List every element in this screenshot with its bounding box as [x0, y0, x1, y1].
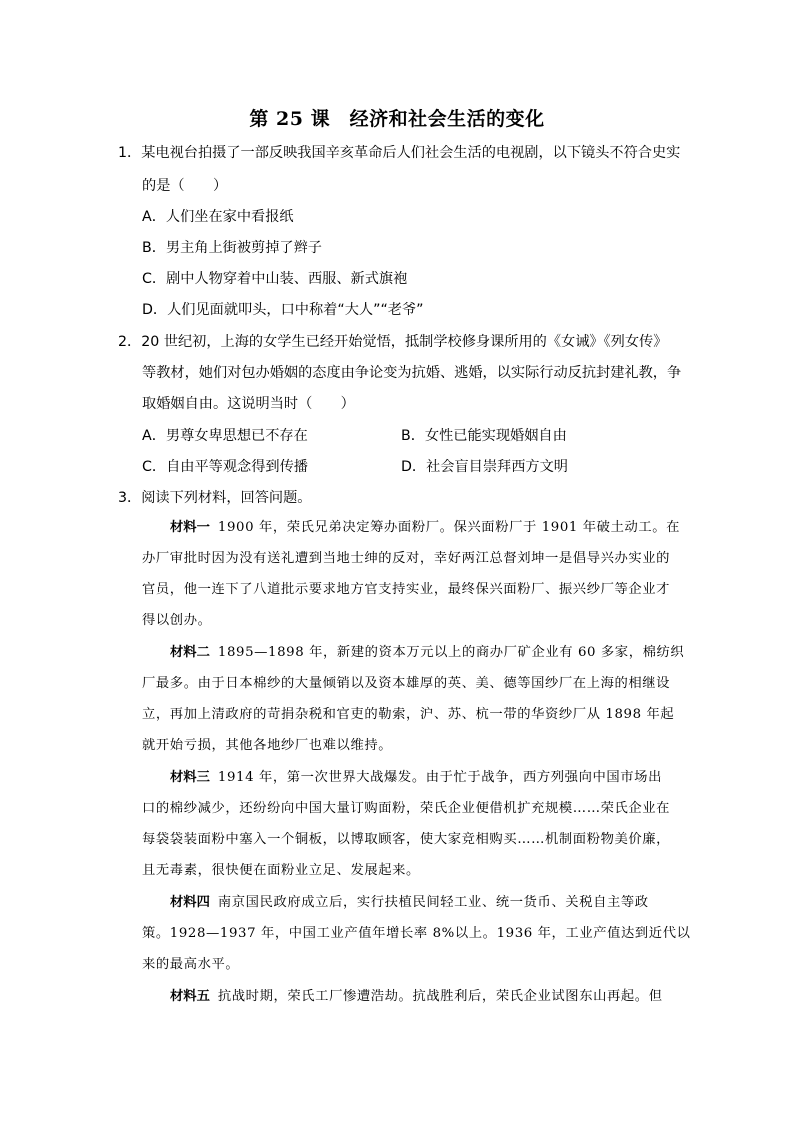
- material-1-line2: 办厂审批时因为没有送礼遭到当地士绅的反对，幸好两江总督刘坤一是倡导兴办实业的: [142, 551, 671, 566]
- q2-stem-line1: 2．20 世纪初，上海的女学生已经开始觉悟，抵制学校修身课所用的《女诫》《列女传》: [118, 334, 668, 350]
- lesson-title: 第 25 课 经济和社会生活的变化: [249, 108, 545, 130]
- q1-option-a: A．人们坐在家中看报纸: [142, 209, 294, 225]
- q1-stem-line1: 1．某电视台拍摄了一部反映我国辛亥革命后人们社会生活的电视剧，以下镜头不符合史实: [118, 145, 681, 161]
- q1-stem-line2: 的是（ ）: [142, 178, 228, 194]
- material-3-label: 材料三: [170, 770, 210, 785]
- q2-stem-line2: 等教材，她们对包办婚姻的态度由争论变为抗婚、逃婚，以实际行动反抗封建礼教，争: [142, 365, 682, 381]
- material-3-line3: 每袋袋装面粉中塞入一个铜板，以博取顾客，使大家竞相购买……机制面粉物美价廉，: [142, 832, 671, 847]
- q2-option-c: C．自由平等观念得到传播: [142, 459, 308, 475]
- material-4-line2: 策。1928—1937 年，中国工业产值年增长率 8%以上。1936 年，工业产值达到近代以: [142, 926, 691, 941]
- material-5-label: 材料五: [170, 989, 210, 1004]
- q3-stem: 3．阅读下列材料，回答问题。: [118, 490, 312, 506]
- material-1-line3: 官员，他一连下了八道批示要求地方官支持实业，最终保兴面粉厂、振兴纱厂等企业才: [142, 582, 671, 597]
- q1-option-b: B．男主角上街被剪掉了辫子: [142, 240, 322, 256]
- material-2-line1: 材料二 1895—1898 年，新建的资本万元以上的商办厂矿企业有 60 多家，棉纺织: [170, 645, 685, 660]
- material-1-line1: 材料一 1900 年，荣氏兄弟决定筹办面粉厂。保兴面粉厂于 1901 年破土动工。在: [170, 520, 681, 535]
- material-1-label: 材料一: [170, 520, 210, 535]
- material-2-line3: 立，再加上清政府的苛捐杂税和官吏的勒索，沪、苏、杭一带的华资纱厂从 1898 年起: [142, 707, 675, 722]
- material-3-line1: 材料三 1914 年，第一次世界大战爆发。由于忙于战争，西方列强向中国市场出: [170, 770, 662, 785]
- q1-option-c: C．剧中人物穿着中山装、西服、新式旗袍: [142, 271, 408, 287]
- q2-option-b: B．女性已能实现婚姻自由: [401, 428, 567, 444]
- q2-option-d: D．社会盲目崇拜西方文明: [401, 459, 568, 475]
- material-4-line3: 来的最高水平。: [142, 957, 240, 972]
- q2-option-a: A．男尊女卑思想已不存在: [142, 428, 308, 444]
- material-4-label: 材料四: [170, 895, 210, 910]
- material-2-label: 材料二: [170, 645, 210, 660]
- material-2-line4: 就开始亏损，其他各地纱厂也难以维持。: [142, 738, 393, 753]
- q2-stem-line3: 取婚姻自由。这说明当时（ ）: [142, 396, 355, 412]
- material-5-line1: 材料五 抗战时期，荣氏工厂惨遭浩劫。抗战胜利后，荣氏企业试图东山再起。但: [170, 989, 663, 1004]
- q1-option-d: D．人们见面就叩头，口中称着“大人”“老爷”: [142, 302, 424, 318]
- material-4-line1: 材料四 南京国民政府成立后，实行扶植民间轻工业、统一货币、关税自主等政: [170, 895, 649, 910]
- material-1-line4: 得以创办。: [142, 613, 212, 628]
- material-3-line4: 且无毒素，很快便在面粉业立足、发展起来。: [142, 863, 420, 878]
- material-3-line2: 口的棉纱减少，还纷纷向中国大量订购面粉，荣氏企业便借机扩充规模……荣氏企业在: [142, 801, 671, 816]
- material-2-line2: 厂最多。由于日本棉纱的大量倾销以及资本雄厚的英、美、德等国纱厂在上海的相继设: [142, 676, 671, 691]
